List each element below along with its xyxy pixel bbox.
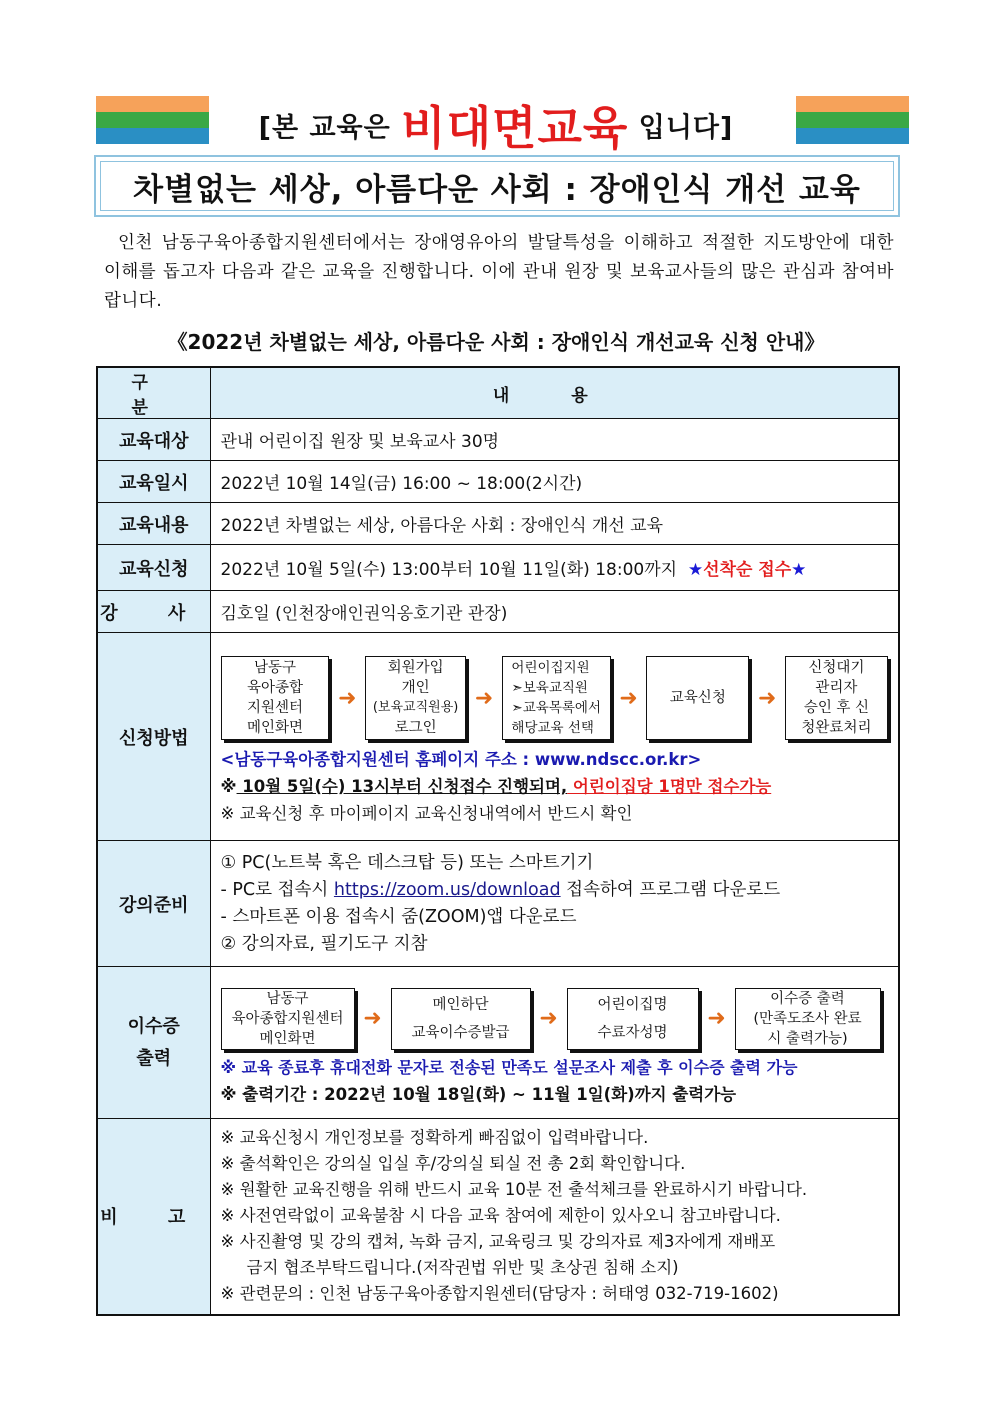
row-label-remarks: 비 고 [97,1119,210,1315]
remark-item: ※ 사전연락없이 교육불참 시 다음 교육 참여에 제한이 있사오니 참고바랍니다. [220,1206,781,1226]
table-row [97,545,899,591]
row-value-method [210,633,899,841]
row-label-content: 교육내용 [97,503,210,545]
prep-line-1: ① PC(노트북 혹은 데스크탑 등) 또는 스마트기기 [220,852,594,873]
apply-note-2: ※ 교육신청 후 마이페이지 교육신청내역에서 반드시 확인 [220,804,633,823]
title-box [94,155,900,217]
page-title: 차별없는 세상, 아름다운 사회 : 장애인식 개선 교육 [100,161,894,211]
row-label-target: 교육대상 [97,419,210,461]
table-row [97,633,899,841]
apply-flow [221,656,889,740]
table-row [97,841,899,967]
prep-line-3: - 스마트폰 이용 접속시 줌(ZOOM)앱 다운로드 [220,906,577,927]
cert-step-4: 이수증 출력 (만족도조사 완료 시 출력가능) [735,988,881,1050]
table-header-row [97,367,899,419]
row-value-lecturer: 김호일 (인천장애인권익옹호기관 관장) [210,591,899,633]
header-category: 구 분 [97,367,210,419]
remark-item: ※ 사진촬영 및 강의 캡쳐, 녹화 금지, 교육링크 및 강의자료 제3자에게 재배포 [220,1232,776,1252]
cert-flow [221,988,889,1050]
row-label-datetime: 교육일시 [97,461,210,503]
table-row [97,461,899,503]
row-value-remarks [210,1119,899,1315]
table-row [97,967,899,1119]
arrow-right-icon: ➜ [757,685,777,711]
cert-step-2: 메인하단 교육이수증발급 [391,988,531,1050]
arrow-right-icon: ➜ [539,1006,558,1031]
homepage-address: <남동구육아종합지원센터 홈페이지 주소 : www.ndscc.or.kr> [220,750,702,769]
arrow-right-icon: ➜ [707,1006,726,1031]
apply-period: 2022년 10월 5일(수) 13:00부터 10월 11일(화) 18:00까지 [220,560,678,580]
star-icon: ★ [791,560,807,580]
table-row [97,591,899,633]
table-row [97,503,899,545]
info-table [96,366,900,1316]
flow-step-1: 남동구 육아종합 지원센터 메인화면 [221,656,330,740]
row-label-lecturer: 강 사 [97,591,210,633]
cert-note-1: ※ 교육 종료후 휴대전화 문자로 전송된 만족도 설문조사 제출 후 이수증 출력 가능 [220,1057,798,1077]
row-label-apply: 교육신청 [97,545,210,591]
flow-step-3: 어린이집지원 ➣보육교직원 ➣교육목록에서 해당교육 선택 [502,656,611,740]
flow-step-5: 신청대기 관리자 승인 후 신 청완료처리 [785,656,888,740]
remark-item: ※ 원활한 교육진행을 위해 반드시 교육 10분 전 출석체크를 완료하시기 바랍니다. [220,1180,808,1200]
arrow-right-icon: ➜ [363,1006,382,1031]
header-content: 내 용 [210,367,899,419]
remark-item: ※ 출석확인은 강의실 입실 후/강의실 퇴실 전 총 2회 확인합니다. [220,1154,686,1174]
row-label-method: 신청방법 [97,633,210,841]
zoom-download-link[interactable]: https://zoom.us/download [333,879,561,900]
cert-step-1: 남동구 육아종합지원센터 메인화면 [221,988,355,1050]
notice-suffix: 입니다] [638,112,734,144]
star-icon: ★ [687,560,704,580]
remark-item: ※ 교육신청시 개인정보를 정확하게 빠짐없이 입력바랍니다. [220,1128,649,1148]
cert-note-2: ※ 출력기간 : 2022년 10월 18일(화) ~ 11월 1일(화)까지 출력가능 [220,1084,737,1104]
row-value-cert [210,967,899,1119]
prep-line-4: ② 강의자료, 필기도구 지참 [220,933,428,954]
flow-step-4: 교육신청 [646,656,749,740]
apply-note-1: ※ 10월 5일(수) 13시부터 신청접수 진행되며, 어린이집당 1명만 접수가능 [220,777,772,796]
row-value-apply [210,545,899,591]
row-value-prep [210,841,899,967]
row-label-cert: 이수증 출력 [97,967,210,1119]
section-subtitle: 《2022년 차별없는 세상, 아름다운 사회 : 장애인식 개선교육 신청 안내》 [167,330,825,354]
arrow-right-icon: ➜ [338,685,357,711]
intro-paragraph: 인천 남동구육아종합지원센터에서는 장애영유아의 발달특성을 이해하고 적절한 지도방안에 대한 이해를 돕고자 다음과 같은 교육을 진행합니다. 이에 관내 원장 및 보육교사들의 많은 관심과 참여바랍니다. [104,233,894,311]
row-label-prep: 강의준비 [97,841,210,967]
flow-step-2: 회원가입 개인 (보육교직원용) 로그인 [365,656,466,740]
notice-prefix: [본 교육은 [258,112,391,144]
remark-item: 금지 협조부탁드립니다.(저작권법 위반 및 초상권 침해 소지) [246,1258,679,1278]
row-value-target: 관내 어린이집 원장 및 보육교사 30명 [210,419,899,461]
row-value-datetime: 2022년 10월 14일(금) 16:00 ~ 18:00(2시간) [210,461,899,503]
remark-item: ※ 관련문의 : 인천 남동구육아종합지원센터(담당자 : 허태영 032-719-1602) [220,1284,779,1304]
prep-line-2: - PC로 접속시 https://zoom.us/download 접속하여 프로그램 다운로드 [220,879,781,900]
notice-highlight: 비대면교육 [401,101,629,155]
table-row [97,419,899,461]
cert-step-3: 어린이집명 수료자성명 [567,988,699,1050]
first-come-badge: 선착순 접수 [703,560,792,580]
online-notice [0,92,992,158]
row-value-content: 2022년 차별없는 세상, 아름다운 사회 : 장애인식 개선 교육 [210,503,899,545]
arrow-right-icon: ➜ [619,685,638,711]
arrow-right-icon: ➜ [474,685,494,711]
table-row [97,1119,899,1315]
